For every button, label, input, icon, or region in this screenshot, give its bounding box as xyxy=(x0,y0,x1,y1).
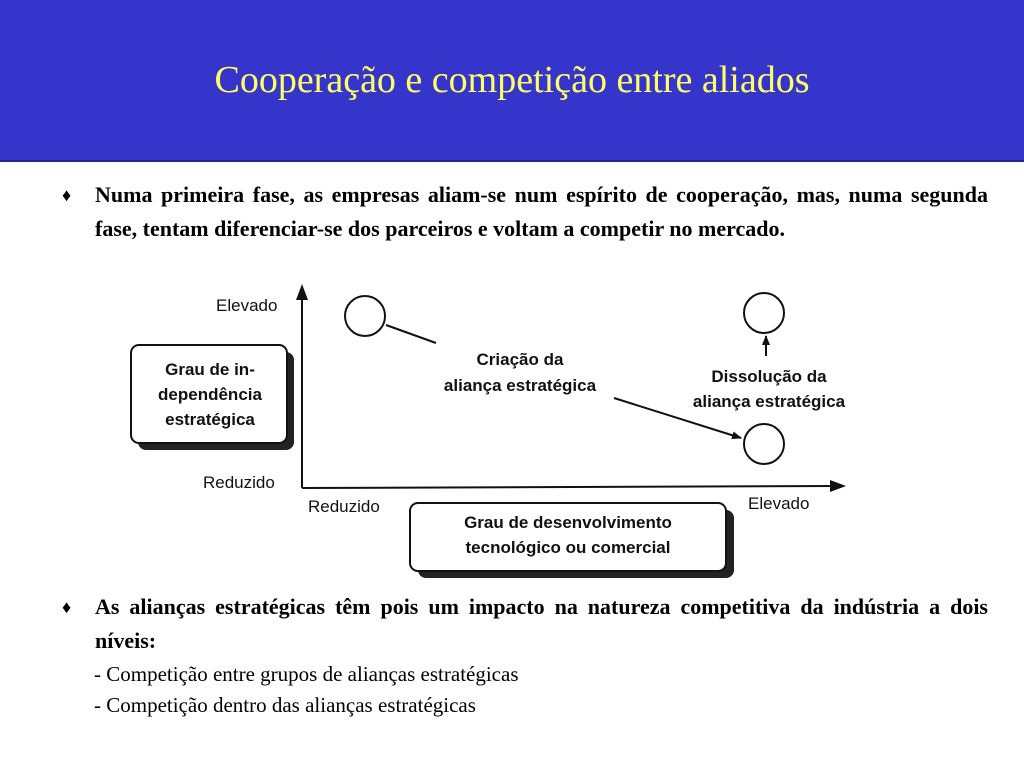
dissolution-label-line-2: aliança estratégica xyxy=(692,392,846,411)
dissolution-label-line-1: Dissolução da xyxy=(711,367,827,386)
creation-label-line-1: Criação da xyxy=(476,350,564,369)
y-axis-arrow-icon xyxy=(296,284,308,300)
diamond-bullet-icon: ♦ xyxy=(62,185,72,205)
x-axis-line xyxy=(302,486,836,488)
y-axis-high-label: Elevado xyxy=(216,296,278,315)
y-axis-title-line-1: Grau de in- xyxy=(165,360,255,379)
bullet-1-text: Numa primeira fase, as empresas aliam-se num espírito de cooperação, mas, numa segunda fase, tentam diferenciar-se dos parceiros e voltam a competir no mercado. xyxy=(95,182,988,241)
creation-label-line-2: aliança estratégica xyxy=(443,376,597,395)
creation-start-circle-icon xyxy=(345,296,385,336)
x-axis-title-line-1: Grau de desenvolvimento xyxy=(464,513,672,532)
dissolution-start-circle-icon xyxy=(744,424,784,464)
creation-connector-line xyxy=(386,325,436,343)
dissolution-end-circle-icon xyxy=(744,293,784,333)
y-axis-title-line-2: dependência xyxy=(158,385,262,404)
x-axis-high-label: Elevado xyxy=(748,494,810,513)
bullet-2 xyxy=(62,590,988,658)
y-axis-title-line-3: estratégica xyxy=(165,410,255,429)
x-axis-title-line-2: tecnológico ou comercial xyxy=(465,538,671,557)
bullet-2-text: As alianças estratégicas têm pois um impacto na natureza competitiva da indústria a dois níveis: xyxy=(95,594,988,653)
sub-item-1: - Competição entre grupos de alianças estratégicas xyxy=(94,662,519,686)
x-axis-low-label: Reduzido xyxy=(308,497,380,516)
diamond-bullet-icon: ♦ xyxy=(62,597,72,617)
slide-title: Cooperação e competição entre aliados xyxy=(214,59,810,101)
y-axis-low-label: Reduzido xyxy=(203,473,275,492)
x-axis-arrow-icon xyxy=(830,480,846,492)
sub-item-2: - Competição dentro das alianças estratégicas xyxy=(94,693,476,717)
